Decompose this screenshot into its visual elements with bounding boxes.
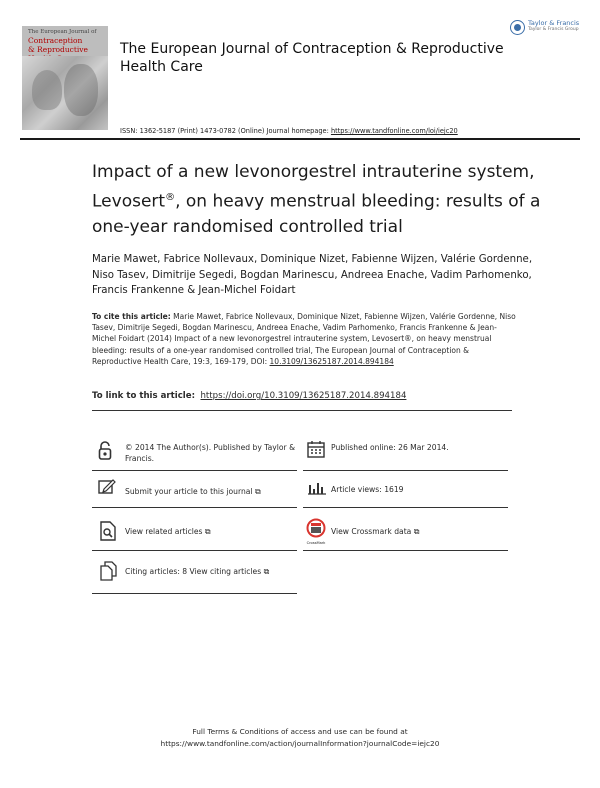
- cover-artwork: [22, 56, 108, 130]
- open-access-lock-icon: [98, 440, 116, 460]
- title-part: , on heavy menstrual bleeding: results of a one-year randomised controlled trial: [92, 191, 541, 237]
- cover-title-line: & Reproductive: [28, 45, 88, 54]
- article-doi-link[interactable]: https://doi.org/10.3109/13625187.2014.894184: [200, 391, 407, 401]
- license-text: © 2014 The Author(s). Published by Taylor & Francis.: [125, 443, 296, 463]
- article-authors: Marie Mawet, Fabrice Nollevaux, Dominique Nizet, Fabienne Wijzen, Valérie Gordenne, Niso Tasev, Dimitrije Segedi, Bogdan Marinescu, Andreea Enache, Vadim Parhomenko, Francis Frankenne & Jean-Michel Foidart: [92, 254, 533, 296]
- citation-block: [92, 311, 517, 367]
- view-crossmark-link[interactable]: [331, 527, 419, 538]
- bar-chart-icon: [307, 480, 325, 500]
- title-part: Impact of a new levonorgestrel intrauterine system, Levosert: [92, 162, 535, 212]
- publisher-logo-text: Taylor & Francis: [528, 19, 580, 27]
- issn-text: ISSN: 1362-5187 (Print) 1473-0782 (Online) Journal homepage:: [120, 127, 331, 135]
- row-divider: [92, 550, 297, 551]
- header-divider: [20, 138, 580, 140]
- published-date: Published online: 26 Mar 2014.: [331, 443, 449, 452]
- row-divider: [92, 507, 297, 508]
- article-link-line: [92, 391, 406, 401]
- citation-text: Marie Mawet, Fabrice Nollevaux, Dominique Nizet, Fabienne Wijzen, Valérie Gordenne, Niso Tasev, Dimitrije Segedi, Bogdan Marinescu, Andreea Enache, Vadim Parhomenko, Francis Frankenne & Jean-Michel Foidart (2014) Impact of a new levonorgestrel intrauterine system, Levosert®, on heavy menstrual bleeding: results of a one-year randomised controlled trial, The European Journal of Contraception & Reproductive Health Care, 19:3, 169-179, DOI:: [92, 312, 516, 366]
- citing-articles-icon: [100, 561, 118, 581]
- publisher-logo: [510, 18, 586, 38]
- row-divider: [303, 507, 508, 508]
- publisher-logo-subtext: Taylor & Francis Group: [528, 27, 579, 32]
- registered-mark: ®: [165, 192, 176, 203]
- related-articles-search-icon: [100, 521, 118, 541]
- crossmark-label: View Crossmark data: [331, 527, 412, 536]
- view-related-articles-link[interactable]: [125, 527, 211, 538]
- section-divider: [92, 410, 512, 411]
- article-views: Article views: 1619: [331, 485, 404, 494]
- crossmark-badge-text: CrossMark: [306, 541, 326, 545]
- issn-line: [120, 127, 458, 135]
- citation-label: To cite this article:: [92, 312, 171, 321]
- journal-homepage-link[interactable]: https://www.tandfonline.com/loi/iejc20: [330, 127, 458, 135]
- view-citing-articles-link[interactable]: [125, 567, 269, 578]
- edit-pencil-icon: [98, 479, 116, 499]
- journal-name[interactable]: The European Journal of Contraception & Reproductive Health Care: [120, 41, 504, 75]
- cover-title-line: The European Journal of: [28, 29, 97, 35]
- journal-cover-thumbnail: [22, 26, 108, 130]
- link-label: To link to this article:: [92, 391, 196, 401]
- cover-title-band: [22, 26, 108, 56]
- external-link-icon: ⧉: [413, 527, 420, 536]
- row-divider: [303, 550, 508, 551]
- row-divider: [92, 470, 297, 471]
- submit-article-label: Submit your article to this journal: [125, 487, 253, 496]
- footer-terms-link[interactable]: https://www.tandfonline.com/action/journalInformation?journalCode=iejc20: [160, 739, 440, 748]
- page-footer: [0, 726, 600, 750]
- crossmark-icon: [306, 518, 326, 544]
- article-title: [92, 160, 572, 240]
- citation-doi-link[interactable]: 10.3109/13625187.2014.894184: [269, 356, 394, 366]
- publisher-logo-icon: [510, 20, 525, 35]
- external-link-icon: ⧉: [263, 567, 270, 576]
- related-articles-label: View related articles: [125, 527, 203, 536]
- calendar-icon: [307, 440, 325, 460]
- row-divider: [92, 593, 297, 594]
- cover-title-line: Contraception: [28, 36, 83, 45]
- row-divider: [303, 470, 508, 471]
- external-link-icon: ⧉: [254, 487, 261, 496]
- submit-article-link[interactable]: [125, 487, 261, 498]
- footer-terms-text: Full Terms & Conditions of access and use can be found at: [192, 727, 408, 736]
- citing-articles-label: Citing articles: 8 View citing articles: [125, 567, 262, 576]
- external-link-icon: ⧉: [204, 527, 211, 536]
